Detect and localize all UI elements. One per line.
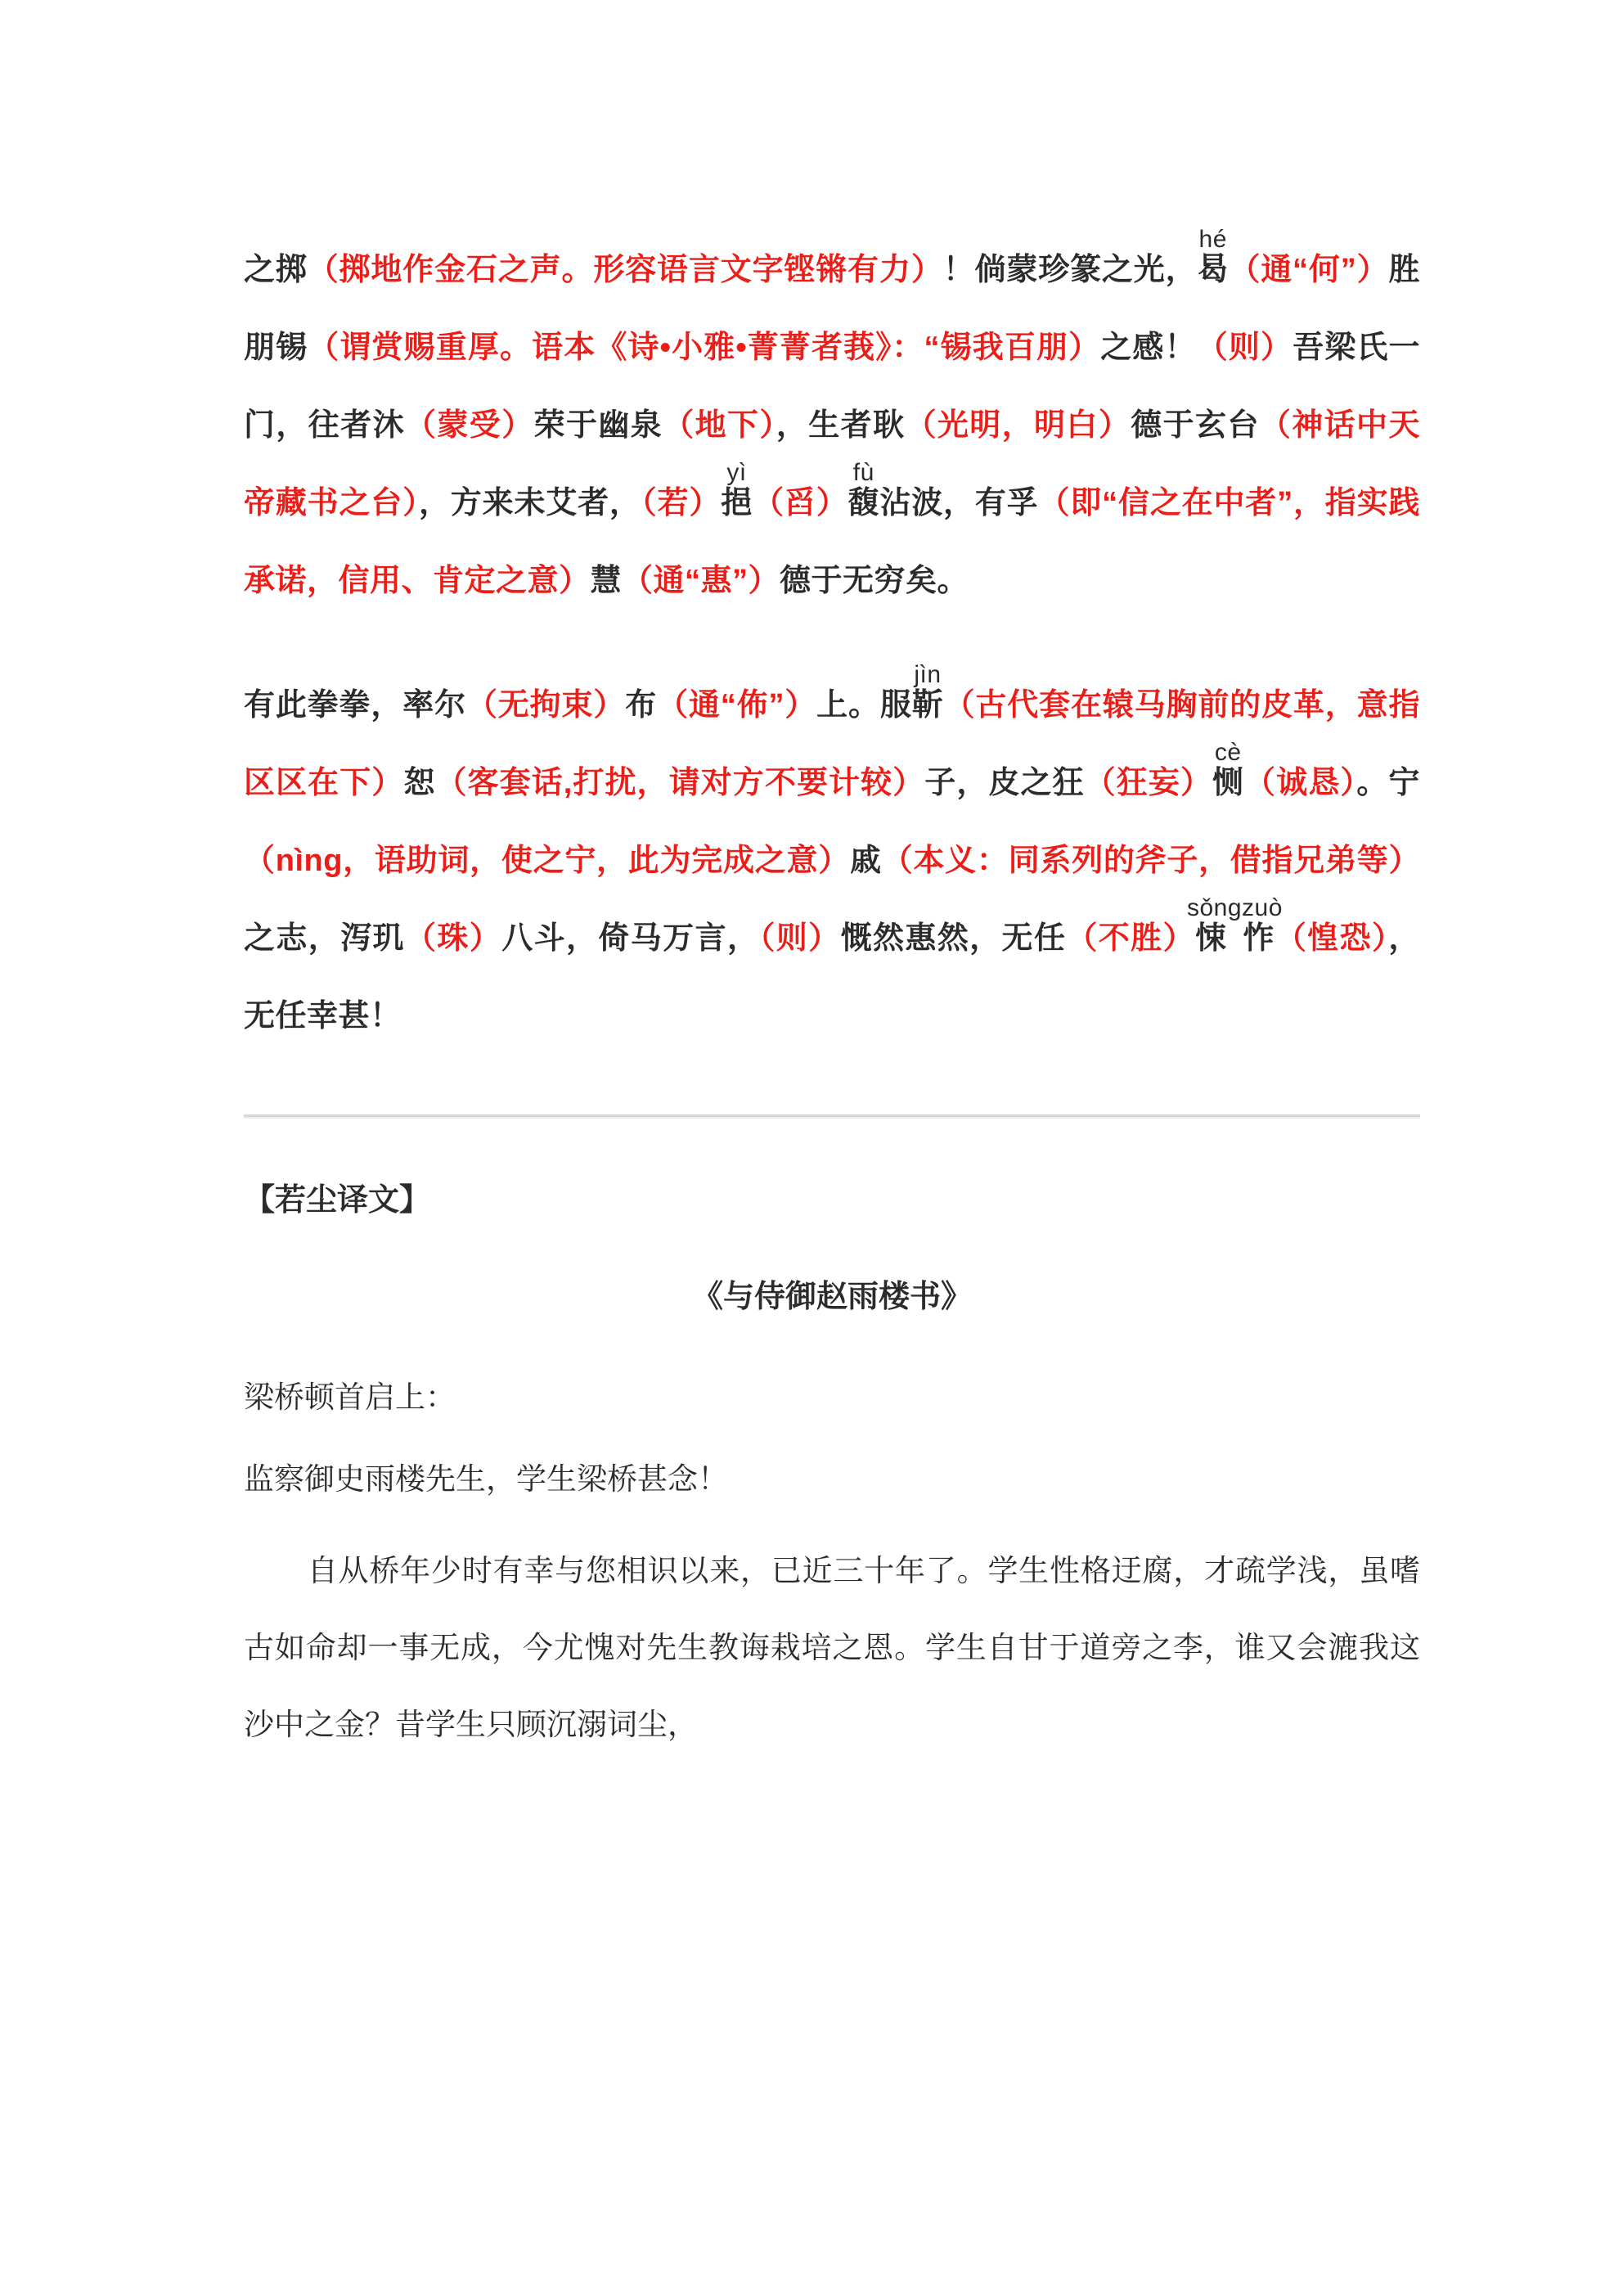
translation-line: 监察御史雨楼先生，学生梁桥甚念！ [244, 1462, 728, 1496]
source-text-segment: 之掷 [244, 253, 308, 287]
gloss-annotation: （惶恐） [1274, 921, 1389, 956]
gloss-annotation: （通“惠”） [622, 564, 780, 598]
gloss-annotation: （若） [641, 486, 722, 520]
ruby-pinyin: sǒngzuò [1186, 894, 1283, 921]
annotated-source-text [244, 227, 1420, 1056]
gloss-annotation: （nìng，语助词，使之宁，此为完成之意） [244, 844, 850, 878]
source-text-segment: 布 [625, 688, 658, 723]
source-text-segment: 胜朋锡 [244, 253, 1420, 365]
gloss-annotation: （不胜） [1066, 921, 1195, 956]
source-text-segment: 之志，泻玑 [244, 921, 405, 956]
source-text-segment: 之感！ [1100, 331, 1197, 365]
gloss-annotation: （则） [1196, 331, 1293, 365]
source-text-segment: 上。服 [816, 688, 912, 723]
source-text-segment: ，方来未艾者， [418, 486, 641, 520]
source-text-segment: 慧 [590, 564, 623, 598]
translation-section-label: 【若尘译文】 [244, 1183, 431, 1218]
pinyin-ruby-songzuo [1186, 894, 1283, 956]
translation-section [244, 1171, 1420, 1763]
ruby-pinyin: jìn [911, 661, 944, 688]
source-text-segment: 慨然惠然，无任 [840, 921, 1067, 956]
ruby-base: 靳 [911, 688, 944, 723]
pinyin-ruby-jin [911, 661, 944, 723]
gloss-annotation: （无拘束） [465, 688, 626, 723]
gloss-annotation: （光明，明白） [905, 408, 1131, 443]
source-text-segment: 德于玄台 [1131, 408, 1260, 443]
gloss-annotation: （即“信之在中者”，指实践承诺，信用、肯定之意） [244, 486, 1420, 598]
translation-paragraph: 自从桥年少时有幸与您相识以来，已近三十年了。学生性格迂腐，才疏学浅，虽嗜古如命却一事无成，今尤愧对先生教诲栽培之恩。学生自甘于道旁之李，谁又会漉我这沙中之金？昔学生只顾沉溺词尘， [244, 1554, 1420, 1741]
gloss-annotation: （谓赏赐重厚。语本《诗•小雅•菁菁者莪》：“锡我百朋） [308, 331, 1101, 365]
source-text-segment: 八斗，倚马万言， [501, 921, 760, 956]
ruby-base: 恻 [1212, 766, 1245, 800]
source-paragraph-2 [244, 663, 1420, 1056]
gloss-annotation: （蒙受） [405, 408, 534, 443]
gloss-annotation: （古代套在辕马胸前的皮革，意指区区在下） [244, 688, 1420, 800]
source-text-segment: 戚 [849, 844, 882, 878]
ruby-pinyin: cè [1212, 739, 1244, 766]
source-text-segment: 子，皮之狂 [924, 766, 1085, 800]
gloss-annotation: （则） [759, 921, 841, 956]
gloss-annotation: （掷地作金石之声。形容语言文字铿锵有力） [307, 253, 943, 287]
gloss-annotation: （狂妄） [1084, 766, 1212, 800]
gloss-annotation: （珠） [404, 921, 502, 956]
ruby-base: 馥 [847, 486, 880, 520]
source-text-segment: ！倘蒙珍篆之光， [942, 253, 1198, 287]
source-text-segment: 有此拳拳，率尔 [244, 688, 466, 723]
source-text-segment: 荣于幽泉 [533, 408, 663, 443]
source-text-segment: 沾波，有孚 [879, 486, 1039, 520]
source-text-segment: 吾梁氏一门，往者沐 [244, 331, 1420, 443]
section-divider [244, 1114, 1420, 1119]
translation-line: 梁桥顿首启上： [244, 1380, 456, 1414]
source-paragraph-1 [244, 227, 1420, 620]
gloss-annotation: （本义：同系列的斧子，借指兄弟等） [881, 844, 1420, 878]
gloss-annotation: （通“佈”） [657, 688, 817, 723]
gloss-annotation: （诚恳） [1244, 766, 1357, 800]
source-text-segment: 恕 [403, 766, 436, 800]
ruby-base: 曷 [1197, 253, 1230, 287]
pinyin-ruby-he [1197, 226, 1230, 287]
ruby-base: 挹 [721, 486, 753, 520]
source-text-segment: 。宁 [1356, 766, 1420, 800]
source-text-segment: ，无任幸甚！ [244, 921, 1420, 1033]
ruby-base: 悚怍 [1186, 921, 1283, 956]
pinyin-ruby-yi [721, 459, 753, 520]
source-text-segment: ，生者耿 [776, 408, 906, 443]
ruby-pinyin: hé [1197, 226, 1229, 253]
source-text-segment: 德于无穷矣。 [780, 564, 969, 598]
pinyin-ruby-fu [847, 459, 880, 520]
gloss-annotation: （地下） [663, 408, 776, 443]
gloss-annotation: （通“何”） [1229, 253, 1389, 287]
translation-body [244, 1359, 1420, 1763]
gloss-annotation: （舀） [753, 486, 848, 520]
pinyin-ruby-ce [1212, 739, 1245, 800]
gloss-annotation: （客套话,打扰，请对方不要计较） [435, 766, 925, 800]
gloss-annotation: （神话中天帝藏书之台） [244, 408, 1420, 520]
ruby-pinyin: fù [847, 459, 880, 486]
ruby-pinyin: yì [721, 459, 753, 486]
translation-title: 《与侍御赵雨楼书》 [691, 1280, 972, 1314]
